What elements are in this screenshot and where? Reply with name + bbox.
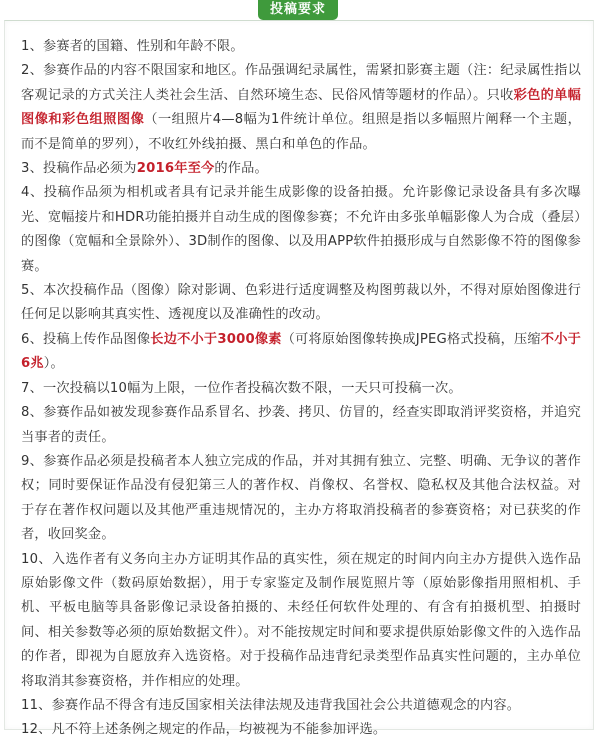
rule-text: 9、参赛作品必须是投稿者本人独立完成的作品，并对其拥有独立、完整、明确、无争议的著作权；同时要保证作品没有侵犯第三人的著作权、肖像权、名誉权、隐私权及其他合法权益。对于存在著作权问题以及其他严重违规情况的，主办方将取消投稿者的参赛资格；对已获奖的作者，收回奖金。 [21,453,581,543]
rule-highlight: 长边不小于3000像素 [150,331,282,347]
rule-item-9 [21,450,581,548]
rule-item-12 [21,718,581,742]
rule-text: 5、本次投稿作品（图像）除对影调、色彩进行适度调整及构图剪裁以外，不得对原始图像进行任何足以影响其真实性、透视度以及准确性的改动。 [21,283,581,323]
rule-item-2 [21,59,581,157]
rule-highlight: 不小于6兆 [21,331,581,372]
header-bar [0,0,600,20]
rule-text: 11、参赛作品不得含有违反国家相关法律法规及违背我国社会公共道德观念的内容。 [21,697,521,713]
rule-text: 的作品。 [214,161,268,177]
rule-text: 4、投稿作品须为相机或者具有记录并能生成影像的设备拍摄。允许影像记录设备具有多次曝光、宽幅接片和HDR功能拍摄并自动生成的图像参赛；不允许由多张单幅影像人为合成（叠层）的图像（宽幅和全景除外）、3D制作的图像、以及用APP软件拍摄形成与自然影像不符的图像参赛。 [21,185,581,274]
rule-text: （一组照片4—8幅为1件统计单位。组照是指以多幅照片阐释一个主题，而不是简单的罗列），不收红外线拍摄、黑白和单色的作品。 [21,112,581,152]
rule-text: 2、参赛作品的内容不限国家和地区。作品强调纪录属性，需紧扣影赛主题（注：纪录属性指以客观记录的方式关注人类社会生活、自然环境生态、民俗风情等题材的作品）。只收 [21,63,581,103]
rule-item-8 [21,401,581,450]
section-title-badge: 投稿要求 [258,0,338,20]
rule-item-1 [21,35,581,59]
rule-text: 3、投稿作品必须为 [21,161,137,177]
rule-item-5 [21,279,581,328]
rule-item-4 [21,181,581,279]
rule-text: 1、参赛者的国籍、性别和年龄不限。 [21,39,244,54]
rule-text: 6、投稿上传作品图像 [21,331,151,347]
rule-item-7 [21,377,581,401]
rule-item-10 [21,548,581,694]
rule-highlight: 彩色的单幅图像和彩色组照图像 [21,87,582,128]
rule-item-3 [21,157,581,181]
rule-text: 10、入选作者有义务向主办方证明其作品的真实性，须在规定的时间内向主办方提供入选作品原始影像文件（数码原始数据），用于专家鉴定及制作展览照片等（原始影像指用照相机、手机、平板电脑等具备影像记录设备拍摄的、未经任何软件处理的、有含有拍摄机型、拍摄时间、相关参数等必须的原始数据文件）。对不能按规定时间和要求提供原始影像文件的入选作品的作者，即视为自愿放弃入选资格。对于投稿作品违背纪录类型作品真实性问题的，主办单位将取消其参赛资格，并作相应的处理。 [21,551,581,689]
requirements-panel [4,20,594,738]
rule-text: （可将原始图像转换成JPEG格式投稿，压缩 [281,331,541,347]
rule-text: ）。 [43,356,64,372]
rule-highlight: 2016年至今 [136,161,215,177]
rule-text: 8、参赛作品如被发现参赛作品系冒名、抄袭、拷贝、仿冒的，经查实即取消评奖资格，并追究当事者的责任。 [21,405,581,445]
rule-text: 7、一次投稿以10幅为上限，一位作者投稿次数不限，一天只可投稿一次。 [21,380,462,396]
rule-text: 12、凡不符上述条例之规定的作品，均被视为不能参加评选。 [21,722,387,738]
rule-item-11 [21,694,581,718]
rule-item-6 [21,328,581,377]
